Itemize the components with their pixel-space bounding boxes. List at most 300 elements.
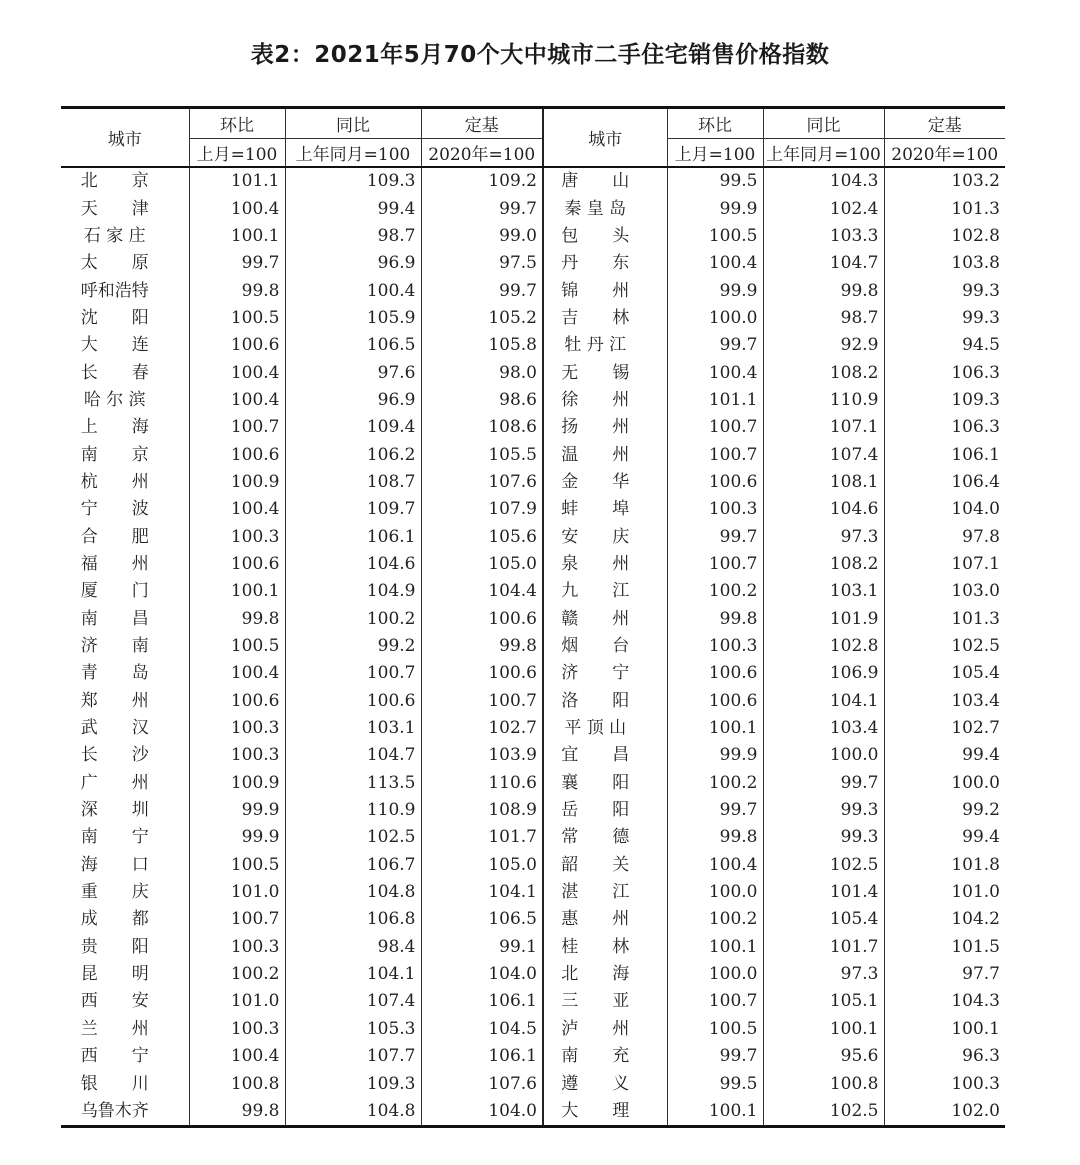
left-mom-cell: 100.4 bbox=[189, 660, 285, 687]
right-city-cell: 锦 州 bbox=[543, 277, 667, 304]
left-base-cell: 107.6 bbox=[421, 469, 543, 496]
left-yoy-cell: 110.9 bbox=[285, 797, 421, 824]
left-mom-cell: 99.9 bbox=[189, 797, 285, 824]
left-base-cell: 105.0 bbox=[421, 852, 543, 879]
right-yoy-cell: 97.3 bbox=[763, 523, 884, 550]
right-base-cell: 101.3 bbox=[884, 195, 1005, 222]
left-base-cell: 104.0 bbox=[421, 1098, 543, 1127]
left-mom-cell: 100.3 bbox=[189, 1016, 285, 1043]
left-city-cell: 长 春 bbox=[80, 362, 149, 383]
left-yoy-cell: 105.9 bbox=[285, 305, 421, 332]
table-row bbox=[61, 250, 1005, 277]
left-yoy-cell: 96.9 bbox=[285, 250, 421, 277]
right-yoy-cell: 95.6 bbox=[763, 1043, 884, 1070]
right-city-cell: 秦 皇 岛 bbox=[543, 195, 667, 222]
table-row bbox=[61, 770, 1005, 797]
left-base-cell: 99.1 bbox=[421, 934, 543, 961]
left-yoy-cell: 104.8 bbox=[285, 879, 421, 906]
left-city-cell: 济 南 bbox=[80, 636, 149, 657]
header-base-sub-left: 2020年=100 bbox=[421, 139, 543, 168]
table-row bbox=[61, 660, 1005, 687]
header-base-right: 定基 bbox=[884, 108, 1005, 139]
right-yoy-cell: 108.1 bbox=[763, 469, 884, 496]
left-city-cell: 武 汉 bbox=[80, 718, 149, 739]
left-yoy-cell: 100.7 bbox=[285, 660, 421, 687]
left-yoy-cell: 106.1 bbox=[285, 523, 421, 550]
left-base-cell: 100.6 bbox=[421, 660, 543, 687]
table-row bbox=[61, 578, 1005, 605]
right-city-cell: 无 锡 bbox=[543, 359, 667, 386]
right-base-cell: 103.8 bbox=[884, 250, 1005, 277]
left-city-cell: 哈 尔 滨 bbox=[83, 389, 146, 410]
header-mom-sub-right: 上月=100 bbox=[667, 139, 763, 168]
right-base-cell: 101.0 bbox=[884, 879, 1005, 906]
right-city-cell: 吉 林 bbox=[543, 305, 667, 332]
right-base-cell: 104.2 bbox=[884, 906, 1005, 933]
right-city-cell: 三 亚 bbox=[543, 988, 667, 1015]
right-mom-cell: 100.4 bbox=[667, 852, 763, 879]
right-base-cell: 102.5 bbox=[884, 633, 1005, 660]
right-base-cell: 101.8 bbox=[884, 852, 1005, 879]
table-row bbox=[61, 906, 1005, 933]
right-base-cell: 99.4 bbox=[884, 824, 1005, 851]
header-yoy-left: 同比 bbox=[285, 108, 421, 139]
left-yoy-cell: 104.1 bbox=[285, 961, 421, 988]
right-mom-cell: 99.5 bbox=[667, 167, 763, 195]
left-base-cell: 104.5 bbox=[421, 1016, 543, 1043]
right-city-cell: 平 顶 山 bbox=[543, 715, 667, 742]
right-base-cell: 104.3 bbox=[884, 988, 1005, 1015]
right-yoy-cell: 101.7 bbox=[763, 934, 884, 961]
right-yoy-cell: 103.3 bbox=[763, 223, 884, 250]
right-mom-cell: 100.7 bbox=[667, 551, 763, 578]
left-base-cell: 105.6 bbox=[421, 523, 543, 550]
right-base-cell: 104.0 bbox=[884, 496, 1005, 523]
right-mom-cell: 100.5 bbox=[667, 1016, 763, 1043]
right-city-cell: 包 头 bbox=[543, 223, 667, 250]
left-mom-cell: 100.3 bbox=[189, 715, 285, 742]
right-base-cell: 101.5 bbox=[884, 934, 1005, 961]
price-index-table bbox=[61, 106, 1005, 1128]
left-city-cell: 呼和浩特 bbox=[80, 280, 149, 301]
left-yoy-cell: 109.7 bbox=[285, 496, 421, 523]
right-city-cell: 襄 阳 bbox=[543, 770, 667, 797]
right-mom-cell: 100.7 bbox=[667, 441, 763, 468]
right-base-cell: 106.3 bbox=[884, 359, 1005, 386]
header-mom-right: 环比 bbox=[667, 108, 763, 139]
left-mom-cell: 99.8 bbox=[189, 606, 285, 633]
left-mom-cell: 100.3 bbox=[189, 742, 285, 769]
left-mom-cell: 101.0 bbox=[189, 988, 285, 1015]
left-city-cell: 青 岛 bbox=[80, 663, 149, 684]
left-city-cell: 成 都 bbox=[80, 909, 149, 930]
table-row bbox=[61, 688, 1005, 715]
right-mom-cell: 101.1 bbox=[667, 387, 763, 414]
right-mom-cell: 100.4 bbox=[667, 359, 763, 386]
right-base-cell: 103.2 bbox=[884, 167, 1005, 195]
right-mom-cell: 100.2 bbox=[667, 770, 763, 797]
right-yoy-cell: 104.1 bbox=[763, 688, 884, 715]
right-city-cell: 安 庆 bbox=[543, 523, 667, 550]
left-yoy-cell: 99.2 bbox=[285, 633, 421, 660]
left-city-cell: 杭 州 bbox=[80, 471, 149, 492]
right-mom-cell: 99.9 bbox=[667, 742, 763, 769]
header-city-left: 城市 bbox=[61, 108, 189, 168]
left-mom-cell: 100.8 bbox=[189, 1070, 285, 1097]
left-base-cell: 108.6 bbox=[421, 414, 543, 441]
right-yoy-cell: 102.5 bbox=[763, 852, 884, 879]
right-yoy-cell: 100.1 bbox=[763, 1016, 884, 1043]
right-city-cell: 济 宁 bbox=[543, 660, 667, 687]
right-mom-cell: 100.6 bbox=[667, 469, 763, 496]
left-mom-cell: 100.6 bbox=[189, 441, 285, 468]
table-row bbox=[61, 195, 1005, 222]
right-yoy-cell: 105.1 bbox=[763, 988, 884, 1015]
left-city-cell: 南 昌 bbox=[80, 608, 149, 629]
left-mom-cell: 100.4 bbox=[189, 195, 285, 222]
right-city-cell: 徐 州 bbox=[543, 387, 667, 414]
right-base-cell: 106.1 bbox=[884, 441, 1005, 468]
left-yoy-cell: 104.8 bbox=[285, 1098, 421, 1127]
right-yoy-cell: 100.0 bbox=[763, 742, 884, 769]
right-base-cell: 109.3 bbox=[884, 387, 1005, 414]
left-city-cell: 广 州 bbox=[80, 772, 149, 793]
right-yoy-cell: 106.9 bbox=[763, 660, 884, 687]
left-city-cell: 长 沙 bbox=[80, 745, 149, 766]
left-yoy-cell: 103.1 bbox=[285, 715, 421, 742]
right-mom-cell: 100.4 bbox=[667, 250, 763, 277]
right-yoy-cell: 103.4 bbox=[763, 715, 884, 742]
right-yoy-cell: 92.9 bbox=[763, 332, 884, 359]
left-base-cell: 105.8 bbox=[421, 332, 543, 359]
left-city-cell: 乌鲁木齐 bbox=[80, 1100, 149, 1121]
right-base-cell: 102.8 bbox=[884, 223, 1005, 250]
right-yoy-cell: 103.1 bbox=[763, 578, 884, 605]
left-mom-cell: 100.3 bbox=[189, 523, 285, 550]
table-row bbox=[61, 469, 1005, 496]
header-city-right: 城市 bbox=[543, 108, 667, 168]
table-row bbox=[61, 1098, 1005, 1127]
header-yoy-sub-right: 上年同月=100 bbox=[763, 139, 884, 168]
table-row bbox=[61, 223, 1005, 250]
left-mom-cell: 101.0 bbox=[189, 879, 285, 906]
right-yoy-cell: 104.6 bbox=[763, 496, 884, 523]
left-city-cell: 大 连 bbox=[80, 335, 149, 356]
right-base-cell: 99.4 bbox=[884, 742, 1005, 769]
table-row bbox=[61, 1016, 1005, 1043]
left-city-cell: 石 家 庄 bbox=[83, 225, 146, 246]
left-base-cell: 105.0 bbox=[421, 551, 543, 578]
right-mom-cell: 100.5 bbox=[667, 223, 763, 250]
left-base-cell: 105.5 bbox=[421, 441, 543, 468]
right-base-cell: 105.4 bbox=[884, 660, 1005, 687]
left-yoy-cell: 102.5 bbox=[285, 824, 421, 851]
right-base-cell: 97.7 bbox=[884, 961, 1005, 988]
right-mom-cell: 99.9 bbox=[667, 277, 763, 304]
left-yoy-cell: 106.7 bbox=[285, 852, 421, 879]
right-yoy-cell: 102.4 bbox=[763, 195, 884, 222]
left-mom-cell: 99.7 bbox=[189, 250, 285, 277]
left-base-cell: 104.0 bbox=[421, 961, 543, 988]
right-city-cell: 洛 阳 bbox=[543, 688, 667, 715]
left-mom-cell: 101.1 bbox=[189, 167, 285, 195]
left-mom-cell: 100.4 bbox=[189, 387, 285, 414]
right-base-cell: 101.3 bbox=[884, 606, 1005, 633]
left-mom-cell: 100.1 bbox=[189, 223, 285, 250]
left-city-cell: 西 宁 bbox=[80, 1046, 149, 1067]
right-city-cell: 惠 州 bbox=[543, 906, 667, 933]
left-base-cell: 106.1 bbox=[421, 988, 543, 1015]
left-city-cell: 北 京 bbox=[80, 171, 149, 192]
right-mom-cell: 100.1 bbox=[667, 934, 763, 961]
right-base-cell: 102.0 bbox=[884, 1098, 1005, 1127]
left-mom-cell: 100.9 bbox=[189, 469, 285, 496]
left-city-cell: 银 川 bbox=[80, 1073, 149, 1094]
left-mom-cell: 100.7 bbox=[189, 906, 285, 933]
left-base-cell: 100.6 bbox=[421, 606, 543, 633]
right-yoy-cell: 108.2 bbox=[763, 551, 884, 578]
left-base-cell: 102.7 bbox=[421, 715, 543, 742]
right-mom-cell: 100.3 bbox=[667, 633, 763, 660]
right-city-cell: 赣 州 bbox=[543, 606, 667, 633]
left-base-cell: 105.2 bbox=[421, 305, 543, 332]
left-mom-cell: 100.4 bbox=[189, 359, 285, 386]
table-row bbox=[61, 961, 1005, 988]
right-city-cell: 温 州 bbox=[543, 441, 667, 468]
right-city-cell: 扬 州 bbox=[543, 414, 667, 441]
right-city-cell: 大 理 bbox=[543, 1098, 667, 1127]
right-mom-cell: 100.1 bbox=[667, 715, 763, 742]
left-base-cell: 104.1 bbox=[421, 879, 543, 906]
left-base-cell: 106.1 bbox=[421, 1043, 543, 1070]
right-base-cell: 94.5 bbox=[884, 332, 1005, 359]
header-mom-left: 环比 bbox=[189, 108, 285, 139]
table-row bbox=[61, 359, 1005, 386]
table-row bbox=[61, 606, 1005, 633]
left-yoy-cell: 98.4 bbox=[285, 934, 421, 961]
right-base-cell: 100.1 bbox=[884, 1016, 1005, 1043]
right-mom-cell: 99.7 bbox=[667, 797, 763, 824]
right-city-cell: 常 德 bbox=[543, 824, 667, 851]
left-base-cell: 109.2 bbox=[421, 167, 543, 195]
table-body bbox=[61, 167, 1005, 1127]
left-base-cell: 110.6 bbox=[421, 770, 543, 797]
left-yoy-cell: 98.7 bbox=[285, 223, 421, 250]
table-row bbox=[61, 551, 1005, 578]
right-city-cell: 泸 州 bbox=[543, 1016, 667, 1043]
table-title: 表2：2021年5月70个大中城市二手住宅销售价格指数 bbox=[250, 42, 830, 68]
left-yoy-cell: 97.6 bbox=[285, 359, 421, 386]
left-yoy-cell: 108.7 bbox=[285, 469, 421, 496]
right-yoy-cell: 101.9 bbox=[763, 606, 884, 633]
left-city-cell: 南 京 bbox=[80, 444, 149, 465]
left-yoy-cell: 100.4 bbox=[285, 277, 421, 304]
right-yoy-cell: 97.3 bbox=[763, 961, 884, 988]
right-mom-cell: 100.7 bbox=[667, 988, 763, 1015]
table-row bbox=[61, 1070, 1005, 1097]
header-base-sub-right: 2020年=100 bbox=[884, 139, 1005, 168]
table-row bbox=[61, 988, 1005, 1015]
left-city-cell: 郑 州 bbox=[80, 690, 149, 711]
left-yoy-cell: 109.4 bbox=[285, 414, 421, 441]
right-mom-cell: 100.2 bbox=[667, 578, 763, 605]
right-city-cell: 金 华 bbox=[543, 469, 667, 496]
table-row bbox=[61, 305, 1005, 332]
header-yoy-sub-left: 上年同月=100 bbox=[285, 139, 421, 168]
right-city-cell: 九 江 bbox=[543, 578, 667, 605]
left-city-cell: 天 津 bbox=[80, 198, 149, 219]
left-mom-cell: 100.1 bbox=[189, 578, 285, 605]
right-mom-cell: 99.7 bbox=[667, 332, 763, 359]
table-row bbox=[61, 852, 1005, 879]
table-row bbox=[61, 1043, 1005, 1070]
right-city-cell: 唐 山 bbox=[543, 167, 667, 195]
right-yoy-cell: 110.9 bbox=[763, 387, 884, 414]
left-base-cell: 99.7 bbox=[421, 195, 543, 222]
left-yoy-cell: 107.7 bbox=[285, 1043, 421, 1070]
left-base-cell: 98.0 bbox=[421, 359, 543, 386]
table-row bbox=[61, 879, 1005, 906]
right-city-cell: 牡 丹 江 bbox=[543, 332, 667, 359]
left-mom-cell: 100.5 bbox=[189, 633, 285, 660]
left-yoy-cell: 100.2 bbox=[285, 606, 421, 633]
left-base-cell: 98.6 bbox=[421, 387, 543, 414]
right-city-cell: 烟 台 bbox=[543, 633, 667, 660]
right-base-cell: 97.8 bbox=[884, 523, 1005, 550]
right-base-cell: 107.1 bbox=[884, 551, 1005, 578]
left-yoy-cell: 99.4 bbox=[285, 195, 421, 222]
left-base-cell: 103.9 bbox=[421, 742, 543, 769]
right-mom-cell: 99.7 bbox=[667, 1043, 763, 1070]
left-city-cell: 太 原 bbox=[80, 253, 149, 274]
left-mom-cell: 99.9 bbox=[189, 824, 285, 851]
left-base-cell: 108.9 bbox=[421, 797, 543, 824]
left-yoy-cell: 106.5 bbox=[285, 332, 421, 359]
left-mom-cell: 100.4 bbox=[189, 496, 285, 523]
right-yoy-cell: 108.2 bbox=[763, 359, 884, 386]
left-yoy-cell: 109.3 bbox=[285, 1070, 421, 1097]
right-mom-cell: 100.3 bbox=[667, 496, 763, 523]
right-base-cell: 96.3 bbox=[884, 1043, 1005, 1070]
left-yoy-cell: 106.2 bbox=[285, 441, 421, 468]
left-base-cell: 99.0 bbox=[421, 223, 543, 250]
table-row bbox=[61, 797, 1005, 824]
right-base-cell: 103.0 bbox=[884, 578, 1005, 605]
right-yoy-cell: 99.3 bbox=[763, 797, 884, 824]
left-mom-cell: 100.3 bbox=[189, 934, 285, 961]
left-mom-cell: 99.8 bbox=[189, 1098, 285, 1127]
right-yoy-cell: 102.5 bbox=[763, 1098, 884, 1127]
left-yoy-cell: 100.6 bbox=[285, 688, 421, 715]
right-yoy-cell: 104.3 bbox=[763, 167, 884, 195]
table-row bbox=[61, 496, 1005, 523]
left-base-cell: 104.4 bbox=[421, 578, 543, 605]
table-row bbox=[61, 934, 1005, 961]
right-base-cell: 106.4 bbox=[884, 469, 1005, 496]
left-mom-cell: 100.6 bbox=[189, 332, 285, 359]
left-yoy-cell: 96.9 bbox=[285, 387, 421, 414]
left-mom-cell: 100.4 bbox=[189, 1043, 285, 1070]
left-base-cell: 100.7 bbox=[421, 688, 543, 715]
left-city-cell: 合 肥 bbox=[80, 526, 149, 547]
left-city-cell: 南 宁 bbox=[80, 827, 149, 848]
table-row bbox=[61, 277, 1005, 304]
table-row bbox=[61, 441, 1005, 468]
left-yoy-cell: 104.7 bbox=[285, 742, 421, 769]
right-mom-cell: 99.8 bbox=[667, 606, 763, 633]
right-base-cell: 103.4 bbox=[884, 688, 1005, 715]
right-city-cell: 湛 江 bbox=[543, 879, 667, 906]
right-mom-cell: 100.6 bbox=[667, 688, 763, 715]
right-yoy-cell: 105.4 bbox=[763, 906, 884, 933]
right-base-cell: 99.3 bbox=[884, 305, 1005, 332]
left-mom-cell: 100.6 bbox=[189, 551, 285, 578]
right-yoy-cell: 99.8 bbox=[763, 277, 884, 304]
left-city-cell: 海 口 bbox=[80, 854, 149, 875]
left-yoy-cell: 109.3 bbox=[285, 167, 421, 195]
left-yoy-cell: 106.8 bbox=[285, 906, 421, 933]
left-mom-cell: 99.8 bbox=[189, 277, 285, 304]
right-city-cell: 北 海 bbox=[543, 961, 667, 988]
right-base-cell: 100.0 bbox=[884, 770, 1005, 797]
right-yoy-cell: 98.7 bbox=[763, 305, 884, 332]
right-mom-cell: 99.7 bbox=[667, 523, 763, 550]
table-row bbox=[61, 332, 1005, 359]
left-city-cell: 昆 明 bbox=[80, 964, 149, 985]
left-city-cell: 上 海 bbox=[80, 417, 149, 438]
table-row bbox=[61, 387, 1005, 414]
right-mom-cell: 100.0 bbox=[667, 305, 763, 332]
left-mom-cell: 100.5 bbox=[189, 852, 285, 879]
right-city-cell: 南 充 bbox=[543, 1043, 667, 1070]
right-yoy-cell: 99.7 bbox=[763, 770, 884, 797]
right-mom-cell: 99.5 bbox=[667, 1070, 763, 1097]
left-city-cell: 厦 门 bbox=[80, 581, 149, 602]
right-mom-cell: 99.9 bbox=[667, 195, 763, 222]
right-mom-cell: 99.8 bbox=[667, 824, 763, 851]
table-row bbox=[61, 742, 1005, 769]
left-mom-cell: 100.6 bbox=[189, 688, 285, 715]
table-row bbox=[61, 633, 1005, 660]
right-yoy-cell: 102.8 bbox=[763, 633, 884, 660]
left-yoy-cell: 113.5 bbox=[285, 770, 421, 797]
right-yoy-cell: 107.4 bbox=[763, 441, 884, 468]
left-mom-cell: 100.9 bbox=[189, 770, 285, 797]
right-city-cell: 遵 义 bbox=[543, 1070, 667, 1097]
right-mom-cell: 100.7 bbox=[667, 414, 763, 441]
right-city-cell: 宜 昌 bbox=[543, 742, 667, 769]
left-base-cell: 97.5 bbox=[421, 250, 543, 277]
left-base-cell: 106.5 bbox=[421, 906, 543, 933]
left-base-cell: 99.8 bbox=[421, 633, 543, 660]
right-city-cell: 丹 东 bbox=[543, 250, 667, 277]
table-row bbox=[61, 824, 1005, 851]
right-base-cell: 100.3 bbox=[884, 1070, 1005, 1097]
left-mom-cell: 100.5 bbox=[189, 305, 285, 332]
right-yoy-cell: 104.7 bbox=[763, 250, 884, 277]
right-base-cell: 102.7 bbox=[884, 715, 1005, 742]
left-yoy-cell: 104.9 bbox=[285, 578, 421, 605]
right-mom-cell: 100.0 bbox=[667, 961, 763, 988]
header-mom-sub-left: 上月=100 bbox=[189, 139, 285, 168]
right-mom-cell: 100.6 bbox=[667, 660, 763, 687]
table-row bbox=[61, 523, 1005, 550]
right-base-cell: 99.3 bbox=[884, 277, 1005, 304]
right-yoy-cell: 101.4 bbox=[763, 879, 884, 906]
right-mom-cell: 100.0 bbox=[667, 879, 763, 906]
header-yoy-right: 同比 bbox=[763, 108, 884, 139]
left-city-cell: 深 圳 bbox=[80, 800, 149, 821]
